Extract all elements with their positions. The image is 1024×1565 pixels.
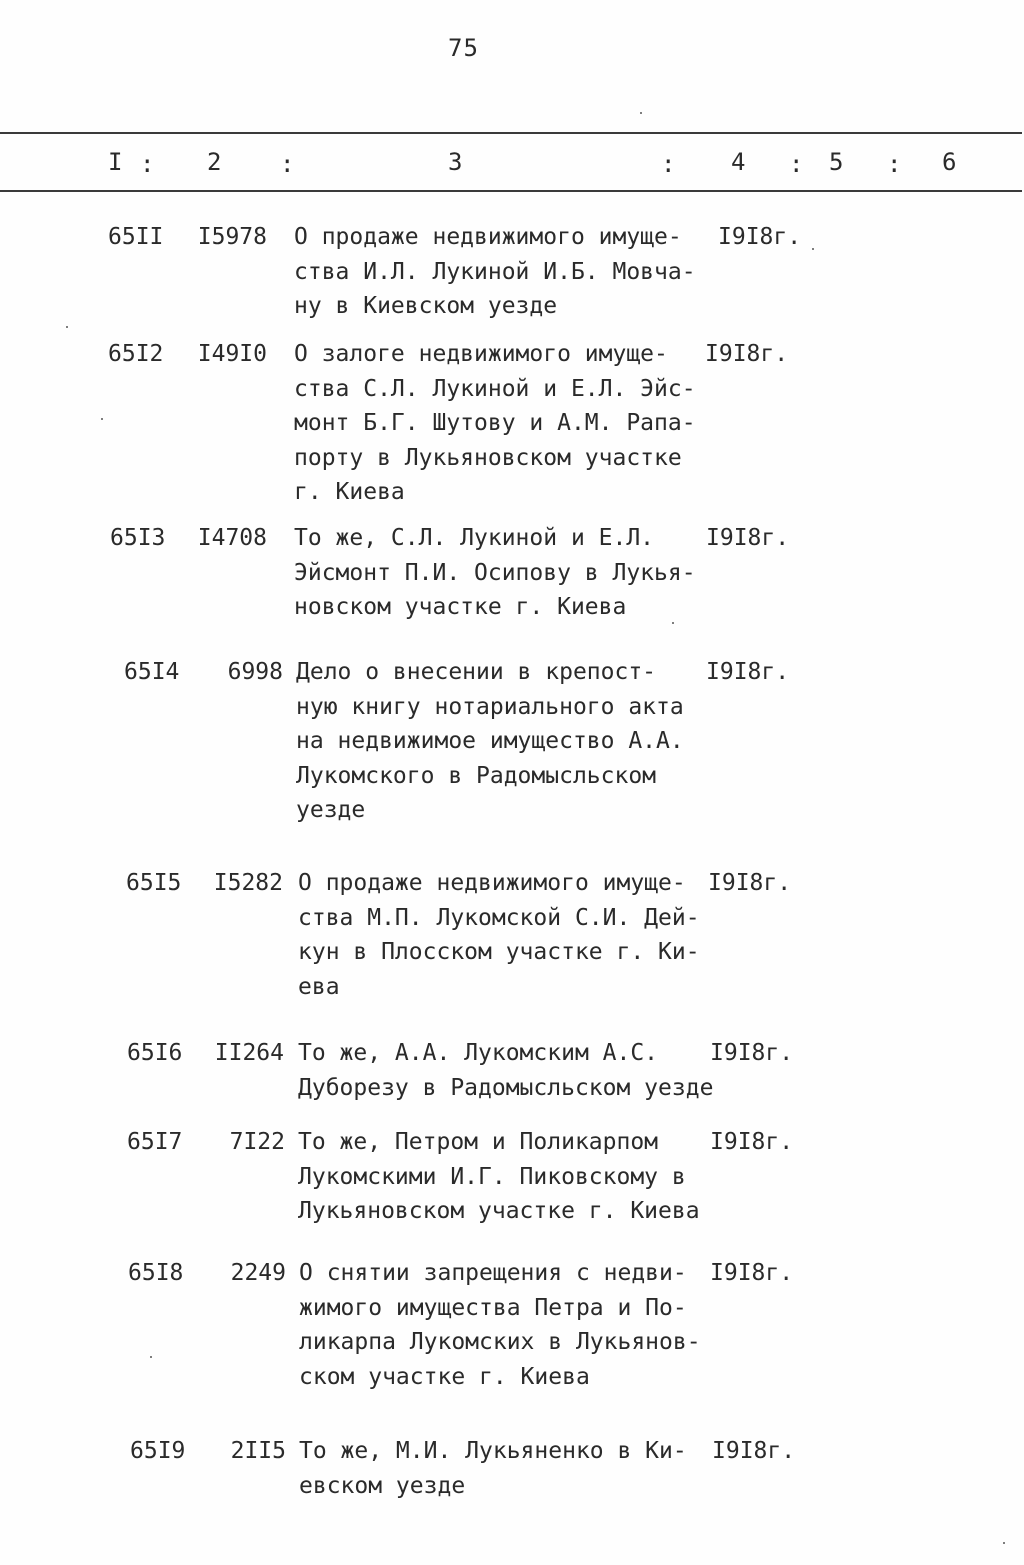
entry-number: 65I9 <box>130 1438 186 1464</box>
description-line: ева <box>298 973 340 1000</box>
entry-year: I9I8г. <box>710 1260 794 1286</box>
entry-number: 65I5 <box>126 870 182 896</box>
record-code: I5282 <box>213 870 283 896</box>
entry-year: I9I8г. <box>712 1438 796 1464</box>
description-line: на недвижимое имущество А.А. <box>296 728 684 754</box>
column-header-2: 2 <box>207 148 222 176</box>
scan-speck <box>66 326 68 328</box>
description-line: Эйсмонт П.И. Осипову в Лукья- <box>294 559 696 586</box>
description-line: То же, М.И. Лукьяненко в Ки- <box>299 1438 687 1464</box>
column-separator: : <box>661 150 676 178</box>
description-line: О продаже недвижимого имуще- <box>294 224 682 250</box>
entry-number: 65I3 <box>110 525 166 551</box>
entry-number: 65I8 <box>128 1260 184 1286</box>
entry-year: I9I8г. <box>708 870 792 896</box>
description-line: ства С.Л. Лукиной и Е.Л. Эйс- <box>294 375 696 402</box>
entry-number: 65I2 <box>108 341 164 367</box>
header-top-rule <box>0 132 1022 134</box>
description-line: О продаже недвижимого имуще- <box>298 870 686 896</box>
column-separator: : <box>140 150 155 178</box>
column-separator: : <box>887 150 902 178</box>
record-code: 2249 <box>230 1260 286 1286</box>
entry-description <box>298 1036 728 1105</box>
description-line: ную книгу нотариального акта <box>296 693 684 720</box>
entry-year: I9I8г. <box>706 525 790 551</box>
description-line: уезде <box>296 797 366 823</box>
column-header-6: 6 <box>942 148 957 176</box>
entry-year: I9I8г. <box>710 1129 794 1155</box>
record-code: I4708 <box>197 525 267 551</box>
description-line: Лукьяновском участке г. Киева <box>298 1198 700 1224</box>
description-line: ликарпа Лукомских в Лукьянов- <box>299 1329 701 1355</box>
description-line: г. Киева <box>294 479 405 505</box>
page-number: 75 <box>448 34 479 62</box>
description-line: То же, А.А. Лукомским А.С. <box>298 1040 659 1066</box>
description-line: ства М.П. Лукомской С.И. Дей- <box>298 904 700 931</box>
column-header-1: I <box>108 148 123 176</box>
description-line: ском участке г. Киева <box>299 1363 590 1390</box>
entry-year: I9I8г. <box>718 224 802 250</box>
description-line: О залоге недвижимого имуще- <box>294 341 668 367</box>
description-line: жимого имущества Петра и По- <box>299 1294 687 1321</box>
entry-description <box>294 220 724 324</box>
record-code: 6998 <box>227 659 283 685</box>
description-line: Лукомскими И.Г. Пиковскому в <box>298 1163 686 1190</box>
header-bottom-rule <box>0 190 1022 192</box>
description-line: ства И.Л. Лукиной И.Б. Мовчa- <box>294 258 696 285</box>
entry-description <box>296 655 726 828</box>
column-header-5: 5 <box>829 148 844 176</box>
description-line: монт Б.Г. Шутову и А.М. Рапа- <box>294 410 696 436</box>
entry-description <box>294 521 724 625</box>
column-header-4: 4 <box>731 148 746 176</box>
description-line: Дуборезу в Радомысльском уезде <box>298 1074 714 1101</box>
description-line: То же, С.Л. Лукиной и Е.Л. <box>294 525 655 551</box>
scan-speck <box>812 248 814 250</box>
description-line: Дело о внесении в крепост- <box>296 659 657 685</box>
description-line: кун в Плосском участке г. Ки- <box>298 939 700 965</box>
entry-description <box>298 866 728 1004</box>
scan-speck <box>1003 1542 1005 1544</box>
column-separator: : <box>789 150 804 178</box>
column-header-3: 3 <box>448 148 463 176</box>
record-code: I5978 <box>197 224 267 250</box>
record-code: 2II5 <box>230 1438 286 1464</box>
column-separator: : <box>280 150 295 178</box>
entry-year: I9I8г. <box>710 1040 794 1066</box>
entry-description <box>299 1256 729 1394</box>
record-code: 7I22 <box>229 1129 285 1155</box>
entry-description <box>299 1434 729 1503</box>
entry-description <box>294 337 724 510</box>
description-line: То же, Петром и Поликарпом <box>298 1129 659 1155</box>
description-line: Лукомского в Радомысльском <box>296 762 657 789</box>
scan-speck <box>101 418 103 420</box>
scan-speck <box>640 112 642 114</box>
entry-year: I9I8г. <box>706 659 790 685</box>
description-line: О снятии запрещения с недви- <box>299 1260 687 1286</box>
scan-speck <box>150 1356 152 1358</box>
entry-number: 65I6 <box>127 1040 183 1066</box>
scan-speck <box>672 622 674 624</box>
record-code: II264 <box>214 1040 284 1066</box>
description-line: новском участке г. Киева <box>294 594 627 620</box>
record-code: I49I0 <box>197 341 267 367</box>
entry-year: I9I8г. <box>705 341 789 367</box>
entry-number: 65I7 <box>127 1129 183 1155</box>
entry-number: 65I4 <box>124 659 180 685</box>
description-line: евском уезде <box>299 1472 466 1499</box>
entry-description <box>298 1125 728 1229</box>
description-line: порту в Лукьяновском участке <box>294 444 682 471</box>
description-line: ну в Киевском уезде <box>294 293 558 319</box>
entry-number: 65II <box>108 224 164 250</box>
